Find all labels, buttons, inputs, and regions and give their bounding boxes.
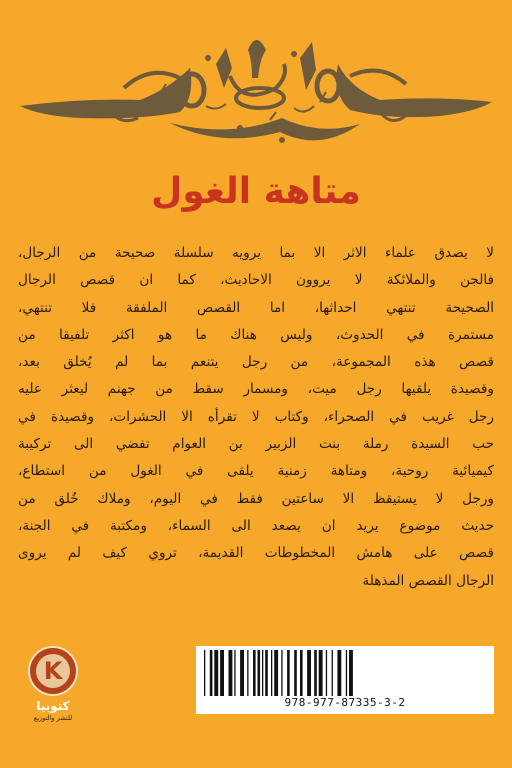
barcode-bar bbox=[337, 650, 341, 696]
isbn-barcode bbox=[196, 646, 494, 714]
barcode-bar bbox=[349, 650, 353, 696]
blurb-line: وقصيدة يلقيها رجل ميت، ومسمار سقط من جهنم ليعثر عليه bbox=[18, 381, 494, 398]
barcode-bar bbox=[262, 650, 263, 696]
blurb-text bbox=[18, 240, 494, 595]
book-title: متاهة الغول bbox=[151, 171, 361, 212]
barcode-bars bbox=[202, 650, 488, 696]
barcode-bar bbox=[307, 650, 311, 696]
barcode-bar bbox=[271, 650, 272, 696]
publisher-logo bbox=[24, 646, 82, 736]
barcode-bar bbox=[346, 650, 347, 696]
barcode-bar bbox=[265, 650, 268, 696]
barcode-bar bbox=[300, 650, 303, 696]
blurb-line: مستمرة في الحدوث، وليس هناك ما هو اكثر تلفيقا من bbox=[18, 326, 494, 343]
blurb-line: حب السيدة رملة بنت الزبير بن العوام تفضي الى تركيبة bbox=[18, 436, 494, 453]
blurb-line: قصص هذه المجموعة، من رجل يتنعم بما لم يُخلق بعد، bbox=[18, 354, 494, 371]
publisher-logo-letter: K bbox=[36, 654, 70, 688]
isbn-number: 978-977-87335-3-2 bbox=[284, 696, 406, 709]
blurb-line: رجل غريب في الصحراء، وكتاب لا تقرأه الا الحشرات، وقصيدة في bbox=[18, 408, 494, 425]
barcode-bar bbox=[326, 650, 327, 696]
publisher-logo-icon bbox=[28, 646, 78, 696]
barcode-bar bbox=[234, 650, 235, 696]
blurb-line: كيميائية روحية، ومتاهة زمنية يلقى في الغول من استطاع، bbox=[18, 463, 494, 480]
barcode-bar bbox=[258, 650, 261, 696]
blurb-line: لا يصدق علماء الاثر الا بما يرويه سلسلة صحيحة من الرجال، bbox=[18, 245, 494, 261]
blurb-line: قصص على هامش المخطوطات القديمة، تروي كيف لم يروى bbox=[18, 545, 494, 562]
barcode-bar bbox=[281, 650, 282, 696]
barcode-bar bbox=[253, 650, 256, 696]
barcode-bar bbox=[332, 650, 333, 696]
blurb-line: ورجل لا يستيقظ الا ساعتين فقط في اليوم، وملاك خُلق من bbox=[18, 490, 494, 507]
barcode-bar bbox=[240, 650, 244, 696]
blurb-line: فالجن والملائكة لا يروون الاحاديث، كما ان قصص الرجال bbox=[18, 272, 494, 289]
barcode-bar bbox=[287, 650, 290, 696]
barcode-bar bbox=[247, 650, 248, 696]
barcode-bar bbox=[214, 650, 218, 696]
barcode-bar bbox=[274, 650, 278, 696]
barcode-bar bbox=[314, 650, 317, 696]
barcode-bar bbox=[319, 650, 323, 696]
barcode-bar bbox=[229, 650, 233, 696]
barcode-bar bbox=[204, 650, 205, 696]
publisher-name: كتوبيا bbox=[36, 699, 70, 713]
publisher-tagline: للنشر والتوزيع bbox=[33, 714, 73, 722]
barcode-bar bbox=[220, 650, 224, 696]
blurb-line: الصحيحة تنتهي احداثها، اما القصص الملفقة فلا تنتهي، bbox=[18, 299, 494, 316]
barcode-bar bbox=[210, 650, 213, 696]
blurb-line: حديث موضوع يريد ان يصعد الى السماء، ومكتبة في الجنة، bbox=[18, 517, 494, 534]
calligraphy-ornament bbox=[20, 28, 492, 158]
blurb-line: الرجال القصص المذهلة bbox=[362, 572, 494, 589]
barcode-bar bbox=[294, 650, 297, 696]
